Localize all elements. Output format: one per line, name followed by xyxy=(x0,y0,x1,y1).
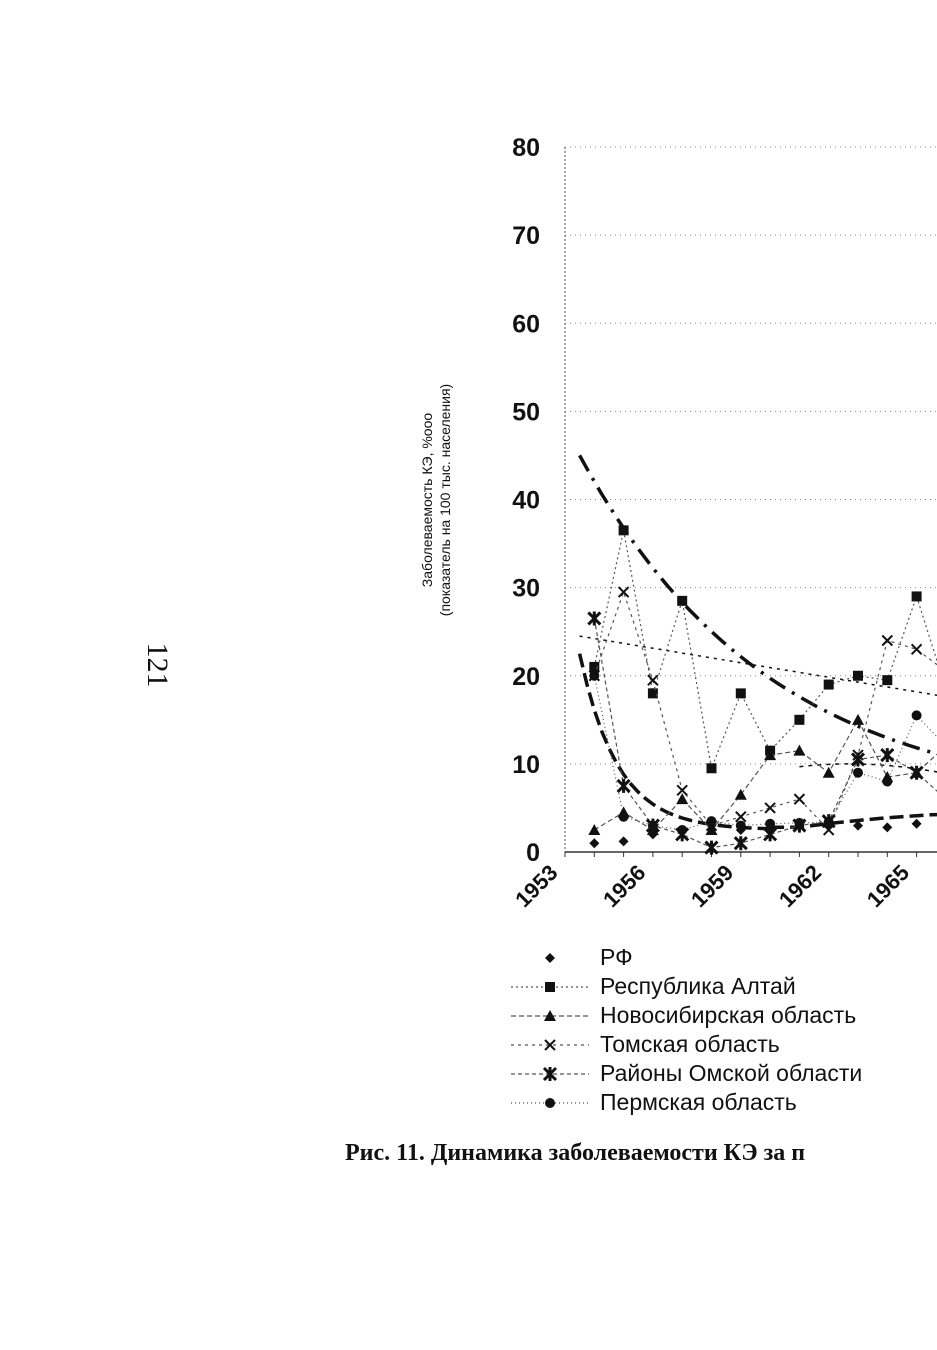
legend-label: РФ xyxy=(600,944,633,970)
legend-label: Районы Омской области xyxy=(600,1060,863,1086)
data-point xyxy=(648,688,658,698)
y-tick-label: 70 xyxy=(512,222,540,251)
legend-swatch xyxy=(505,1030,595,1059)
data-point xyxy=(881,748,893,762)
y-tick-label: 30 xyxy=(512,574,540,603)
data-point xyxy=(545,982,555,992)
y-tick-label: 0 xyxy=(526,839,540,867)
trend-line xyxy=(580,455,937,790)
data-point xyxy=(882,822,892,832)
legend-label: Томская область xyxy=(600,1031,780,1057)
series-2 xyxy=(588,714,937,835)
y-tick-label: 10 xyxy=(512,750,540,779)
series-0 xyxy=(589,816,937,848)
axes xyxy=(510,134,937,912)
data-point xyxy=(912,819,922,829)
data-point xyxy=(823,767,835,778)
data-point xyxy=(619,836,629,846)
y-tick-label: 80 xyxy=(512,134,540,162)
data-point xyxy=(707,816,717,826)
data-point xyxy=(824,680,834,690)
data-point xyxy=(648,675,658,685)
figure-caption: Рис. 11. Динамика заболеваемости КЭ за п xyxy=(345,1140,806,1166)
data-point xyxy=(589,838,599,848)
data-point xyxy=(852,714,864,725)
data-point xyxy=(736,821,746,831)
series-3 xyxy=(589,587,937,835)
data-point xyxy=(588,611,600,625)
data-point xyxy=(735,836,747,850)
data-point xyxy=(545,953,555,963)
legend-swatch xyxy=(505,1001,595,1030)
data-point xyxy=(619,525,629,535)
data-point xyxy=(765,803,775,813)
data-point xyxy=(648,821,658,831)
legend-label: Республика Алтай xyxy=(600,973,796,999)
data-point xyxy=(853,671,863,681)
data-point xyxy=(882,636,892,646)
data-point xyxy=(589,671,599,681)
legend-swatch xyxy=(505,1088,595,1117)
data-point xyxy=(912,710,922,720)
data-point xyxy=(765,819,775,829)
y-tick-label: 20 xyxy=(512,662,540,691)
grid xyxy=(565,147,937,764)
x-tick-label: 1959 xyxy=(686,859,739,913)
data-point xyxy=(912,644,922,654)
data-point xyxy=(824,817,834,827)
legend-swatch xyxy=(505,972,595,1001)
page-number: 121 xyxy=(141,642,174,688)
data-point xyxy=(677,825,687,835)
data-point xyxy=(619,812,629,822)
legend-swatch xyxy=(505,943,595,972)
x-tick-label: 1953 xyxy=(510,859,563,913)
trend-line xyxy=(580,654,771,829)
y-tick-label: 40 xyxy=(512,486,540,515)
data-point xyxy=(677,596,687,606)
data-point xyxy=(793,745,805,756)
data-point xyxy=(853,768,863,778)
series-line xyxy=(594,592,937,830)
legend-label: Пермская область xyxy=(600,1089,797,1115)
legend-label: Новосибирская область xyxy=(600,1002,857,1028)
data-point xyxy=(588,824,600,835)
data-point xyxy=(794,715,804,725)
data-point xyxy=(794,794,804,804)
data-point xyxy=(882,777,892,787)
y-axis-title: Заболеваемость КЭ, %ooo xyxy=(419,412,435,588)
data-point xyxy=(618,779,630,793)
data-point xyxy=(911,766,923,780)
series xyxy=(588,525,937,854)
data-point xyxy=(736,812,746,822)
data-point xyxy=(764,827,776,841)
series-4 xyxy=(588,611,937,854)
y-tick-label: 60 xyxy=(512,310,540,339)
data-point xyxy=(912,591,922,601)
data-point xyxy=(706,841,718,855)
data-point xyxy=(882,675,892,685)
data-point xyxy=(707,763,717,773)
data-point xyxy=(794,818,804,828)
x-tick-label: 1965 xyxy=(861,859,915,913)
x-tick-label: 1956 xyxy=(598,859,651,913)
y-tick-label: 50 xyxy=(512,398,540,427)
x-tick-label: 1962 xyxy=(773,859,827,913)
trend-lines xyxy=(580,455,937,828)
y-axis-subtitle: (показатель на 100 тыс. населения) xyxy=(437,383,453,617)
legend-swatch xyxy=(505,1059,595,1088)
data-point xyxy=(735,789,747,800)
data-point xyxy=(619,587,629,597)
data-point xyxy=(545,1098,555,1108)
data-point xyxy=(736,688,746,698)
